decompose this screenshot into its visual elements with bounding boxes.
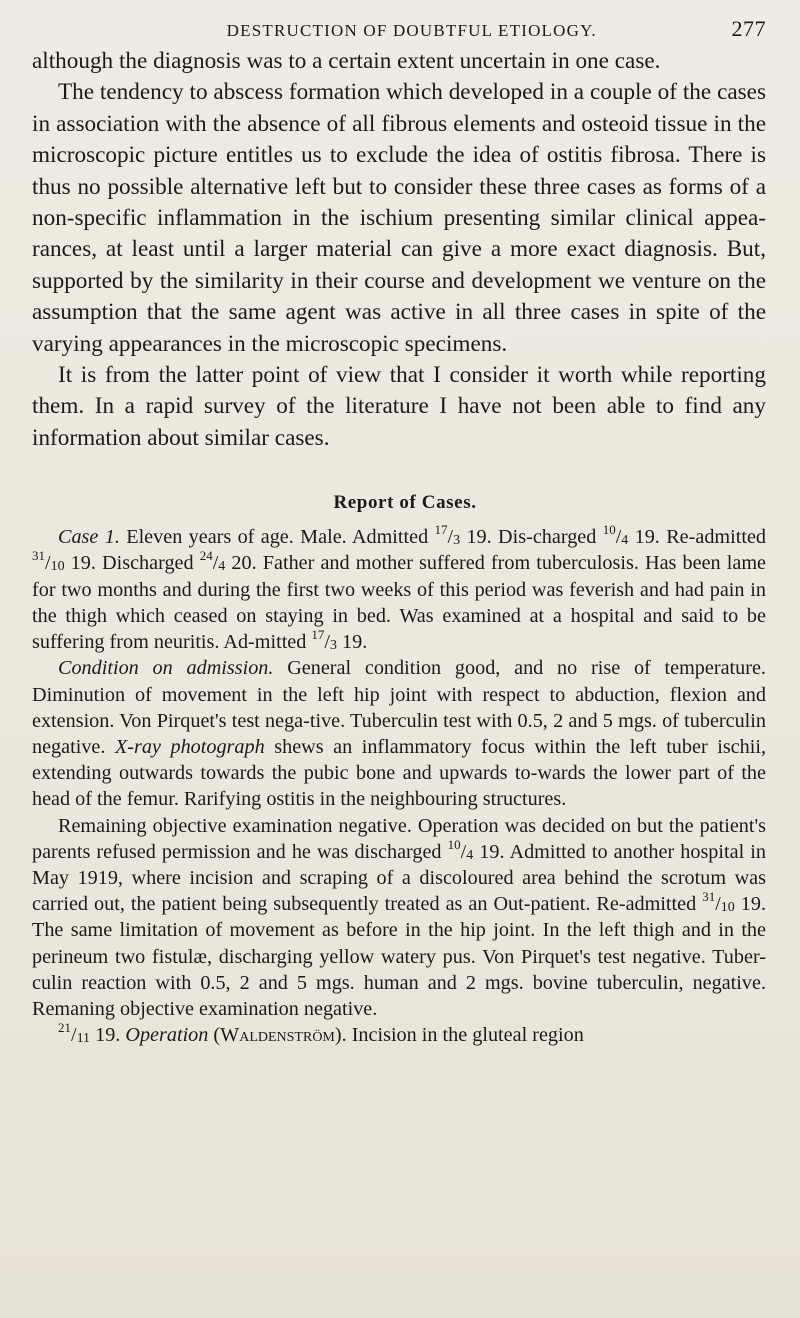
case-text: 19. Re-admitted [628, 526, 766, 549]
case-paragraph [32, 813, 766, 1023]
date-day: 24 [199, 548, 213, 564]
date-fraction: $^{31}/_{10}$ [702, 889, 735, 916]
date-month: 4 [621, 533, 629, 549]
intro-paragraph: It is from the latter point of view that I consider it worth while reporting them. In a rapid survey of the literature I have not been able to find any information about similar cases. [32, 362, 766, 451]
date-month: 4 [218, 559, 226, 575]
date-fraction: $^{17}/_3$ [434, 522, 461, 549]
date-month: 3 [329, 638, 337, 654]
date-day: 10 [602, 522, 616, 538]
date-fraction: $^{10}/_4$ [447, 836, 474, 863]
case-text: 19. Dis-charged [460, 526, 603, 549]
date-day: 31 [702, 889, 716, 905]
date-day: 31 [32, 548, 45, 564]
date-month: 10 [720, 900, 735, 916]
date-day: 17 [311, 627, 325, 643]
date-fraction: $^{21}/_{11}$ [58, 1020, 91, 1047]
date-month: 11 [76, 1031, 91, 1047]
date-fraction: $^{17}/_3$ [311, 627, 337, 654]
running-header [32, 0, 766, 41]
case-text: 20. Father and mother suffered from tuberculosis. Has been lame for two months and during the first two weeks of this period was feverish and had pain in the thigh which ceased on staying in bed. Was examined at a hospital and said to be suffering from neuritis. Ad-mitted [32, 552, 766, 654]
operation-label: Operation [125, 1024, 209, 1047]
case-text: Eleven years of age. Male. Admitted [126, 526, 435, 549]
case-paragraph [32, 655, 766, 812]
condition-label: Condition on admission. [58, 657, 274, 680]
date-month: 3 [453, 533, 461, 549]
case-text: General condition good, and no rise of temperature. Diminution of movement in the left hip joint with respect to abduction, flexion and extension. Von Pirquet's test nega-tive. Tuberculin test with 0.5, 2 and 5 mgs. of tuberculin negative. [32, 657, 766, 758]
case-text: ( [208, 1024, 221, 1047]
date-day: 21 [58, 1020, 71, 1036]
case-text: 19. Discharged [64, 552, 200, 575]
date-fraction: $^{24}/_4$ [199, 548, 226, 575]
date-day: 17 [434, 522, 448, 538]
case-label: Case 1. [58, 526, 120, 549]
date-fraction: $^{31}/_{10}$ [32, 548, 65, 575]
xray-label: X-ray photograph [114, 735, 265, 758]
running-title: DESTRUCTION OF DOUBTFUL ETIOLOGY. [226, 21, 597, 40]
section-heading: Report of Cases. [333, 492, 477, 514]
case-text: 19. [336, 631, 368, 654]
intro-paragraph: although the diagnosis was to a certain extent uncertain in one case. [32, 48, 661, 74]
case-text: 19. Admitted to another hospital in May 1919, where incision and scraping of a discoloured area behind the scrotum was carried out, the patient being subsequently treated as an Out-patient. Re-admitted [32, 840, 766, 916]
date-fraction: $^{10}/_4$ [602, 522, 629, 549]
case-reports [32, 524, 766, 1048]
case-paragraph [32, 524, 766, 655]
case-text: 19. [90, 1024, 126, 1047]
case-text: ). Incision in the gluteal region [334, 1024, 584, 1047]
case-text: Remaining objective examination negative. Operation was decided on but the patient's parents refused permission and he was discharged [32, 814, 766, 863]
case-text: 19. The same limitation of movement as before in the hip joint. In the left thigh and in the perineum two fistulæ, discharging yellow watery pus. Von Pirquet's test negative. Tuber-culin reaction with 0.5, 2 and 5 mgs. human and 2 mgs. bovine tuberculin, negative. Remaning objective examination negative. [32, 893, 766, 1020]
date-month: 4 [466, 847, 474, 863]
case-text: shews an inflammatory focus within the left tuber ischii, extending outwards towards the pubic bone and upwards to-wards the lower part of the head of the femur. Rarifying ostitis in the neighbouring structures. [32, 735, 766, 811]
intro-paragraph: The tendency to abscess formation which developed in a couple of the cases in association with the absence of all fibrous elements and osteoid tissue in the microscopic picture entitles us to exclude the idea of ostitis fibrosa. There is thus no possible alternative left but to consider these three cases as forms of a non-specific inflammation in the ischium presenting similar clinical appea-rances, at least until a larger material can give a more exact diagnosis. But, supported by the similarity in their course and development we venture on the assumption that the same agent was active in all three cases in spite of the varying appearances in the microscopic specimens. [32, 79, 766, 357]
date-day: 10 [447, 836, 461, 852]
surgeon-name: Waldenström [220, 1024, 335, 1047]
case-paragraph [32, 1022, 766, 1048]
date-month: 10 [50, 559, 65, 575]
page-number: 277 [731, 16, 766, 41]
intro-text [32, 46, 766, 454]
